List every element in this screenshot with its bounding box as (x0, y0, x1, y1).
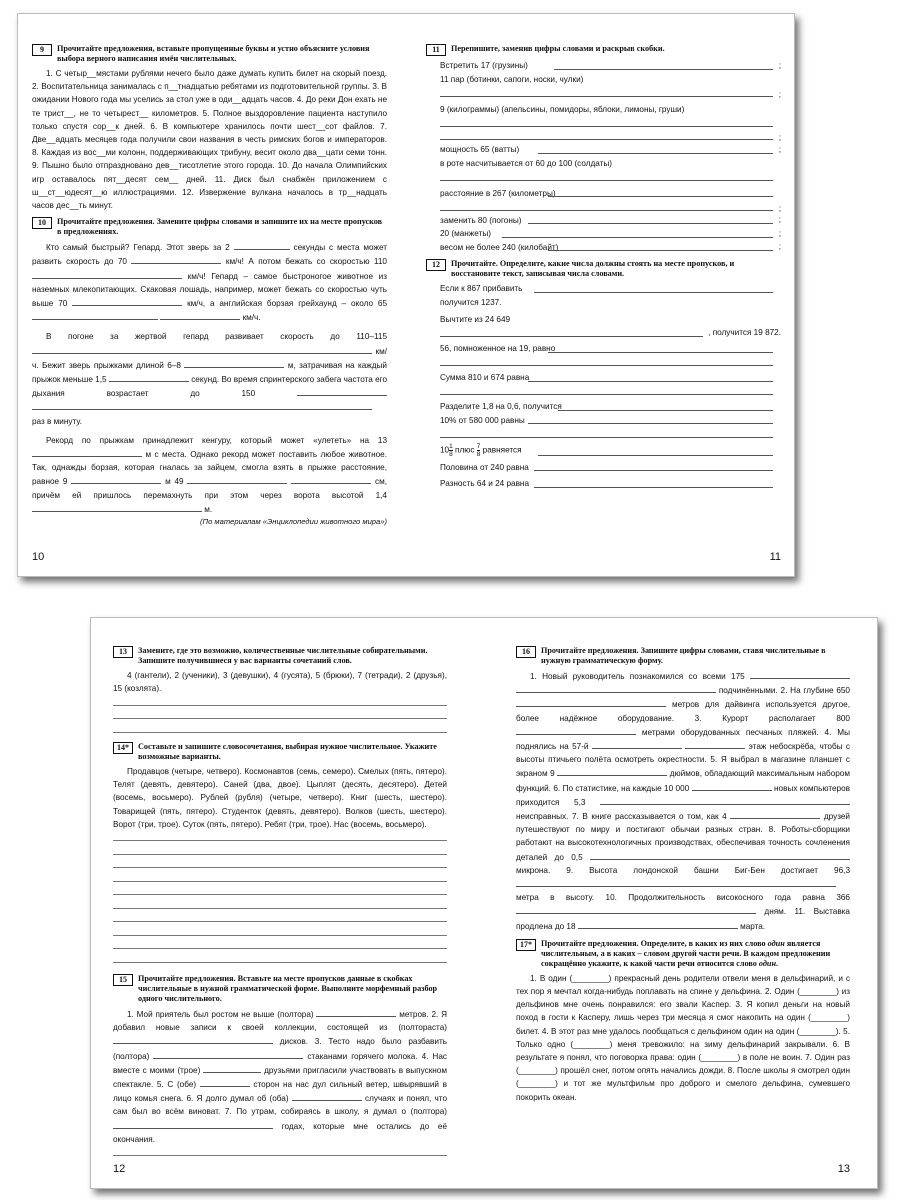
exercise-task: Прочитайте. Определите, какие числа должны стоять на месте пропусков, и восстановите текст, записывая числа словами. (451, 259, 735, 278)
exercise-task: Прочитайте предложения. Запишите цифры словами, ставя числительные в нужную грамматическую форму. (541, 646, 826, 665)
rewrite-line[interactable]: мощность 65 (ватты) ; (440, 144, 781, 154)
math-line: получится 1237. (440, 297, 502, 307)
answer-blank[interactable] (426, 170, 781, 184)
exercise-11 (426, 44, 781, 254)
exercise-task: Перепишите, заменив цифры словами и раскрыв скобки. (451, 44, 665, 53)
exercise-task: Прочитайте предложения. Замените цифры словами и запишите их на месте пропусков в предложениях. (57, 217, 383, 237)
exercise-number: 9 (32, 44, 52, 56)
answer-blank[interactable] (426, 427, 781, 441)
answer-blank[interactable] (516, 725, 636, 735)
answer-blank[interactable] (131, 254, 221, 264)
math-line[interactable]: Вычтите из 24 649 (440, 315, 511, 324)
exercise-number: 13 (113, 646, 133, 658)
answer-blank[interactable] (516, 697, 666, 707)
rewrite-line[interactable]: в роте насчитывается от 60 до 100 (солдаты) (440, 158, 613, 168)
exercise-13 (113, 646, 447, 736)
exercise-text: 1. С четыр__мястами рублями нечего было даже думать купить билет на скорый поезд. 2. Воспитательница занималась с п__тнадцатью ребятами из подготовительной группы. 3. В ожидании Нового года мы уселись за стол уже в оди__адцать часов. 4. До реки Дон ехать не те трист__, не то четырест__ километров. 5. Полное выздоровление пациента наступило только спустя сор__к дней. 6. В компьютере хранилось почти шест__сот файлов. 7. Две__адцать месяцев года получили свои названия в честь римских богов и императоров. 8. Каждая из вос__ми колонн, поддерживающих трибуну, весит около два__цати семи тонн. 9. Пышно было отпраздновано дев__тисотлетие этого города. 10. До начала Олимпийских игр оставалось пят__десят сем__ дней. 11. Диск был снабжён приложением с ш__ст__юдесят__ю иллюстрациями. 12. Извержение вулкана началось в тр__надцать часов дес__ть минут. (32, 69, 387, 211)
writing-line[interactable] (113, 722, 447, 736)
rewrite-line[interactable]: 20 (манжеты) ; (440, 228, 781, 238)
answer-blank[interactable] (578, 919, 738, 929)
exercise-number: 14* (113, 742, 133, 754)
exercise-task: Прочитайте предложения, вставьте пропущенные буквы и устно объясните условия выбора верного написания имён числительных. (57, 44, 370, 63)
fraction: $\frac{1}{8}$ (449, 442, 453, 458)
answer-blank[interactable] (71, 474, 161, 484)
exercise-number: 15 (113, 974, 133, 986)
writing-line[interactable] (113, 898, 447, 912)
writing-line[interactable] (113, 939, 447, 953)
exercise-number: 16 (516, 646, 536, 658)
answer-blank[interactable] (32, 269, 182, 279)
answer-blank[interactable] (692, 781, 772, 791)
exercise-number: 11 (426, 44, 446, 56)
rewrite-line[interactable]: заменить 80 (погоны) ; (440, 215, 781, 225)
answer-blank[interactable] (730, 809, 820, 819)
answer-blank[interactable] (291, 474, 371, 484)
answer-blank[interactable] (32, 502, 202, 512)
answer-blank[interactable] (109, 372, 189, 382)
exercise-text: 1. Новый руководитель познакомился со всеми 175 подчинёнными. 2. На глубине 650 метров для дайвинга используется другое, более надёжное оборудование. 3. Курорт располагает 800 метрами оборудованных песчаных пляжей. 4. Мы поднялись на 57-й этаж небоскрёба, чтобы с высоты птичьего полёта осмотреть окрестности. 5. Я выбрал в магазине планшет с экраном 9 дюймов, обладающий максимальным набором функций. 6. По статистике, на каждые 10 000 новых компьютеров приходится 5,3 неисправных. 7. В книге рассказывается о том, как 4 друзей путешествуют по миру и постигают обычаи разных стран. 8. Роботы-сборщики работают на высокотехнологичных производствах, обеспечивая точность сочленения деталей до 0,5 микрона. 9. Высота лондонской башни Биг-Бен достигает 96,3 метра в высоту. 10. Продолжительность високосного года равна 366 дням. 11. Выставка продлена до 18 марта. (516, 669, 850, 933)
answer-blank[interactable] (590, 850, 850, 860)
exercise-text: 1. В один (________) прекрасный день родители отвели меня в дельфинарий, и с тех пор я мечтал когда-нибудь поплавать на спине у дельфина. 2. Один (________) из дельфинов мне очень понравился: его звали Каспер. 3. Я копил деньги на новый поход в гости к Касперу, лишь через три месяца я смог накопить на один (________) билет. 4. В этот раз мне удалось пообщаться с дельфином один на один (________). 5. Только одно (________) меня тревожило: на зиму дельфинарий закрывали. 6. В результате я понял, что поговорка права: один (________) в поле не воин. 7. Один раз (________) прошёл снег, потом опять начались дожди. 8. После школы я смотрел один (________) и тот же мультфильм про доброго и смелого дельфина, сумевшего покорить океан. (516, 973, 850, 1102)
exercise-number: 17* (516, 939, 536, 951)
exercise-15 (113, 974, 447, 1160)
writing-line[interactable] (113, 925, 447, 939)
answer-blank[interactable] (426, 385, 781, 399)
exercise-number: 12 (426, 259, 446, 271)
writing-line[interactable] (113, 858, 447, 872)
writing-line[interactable] (113, 885, 447, 899)
answer-blank[interactable] (297, 386, 387, 396)
answer-blank[interactable] (32, 447, 142, 457)
page-number: 12 (113, 1163, 126, 1175)
exercise-task: Составьте и запишите словосочетания, выбирая нужное числительное. Укажите возможные варианты. (138, 741, 437, 761)
writing-line[interactable] (113, 709, 447, 723)
rewrite-line[interactable]: весом не более 240 (килобайт) ; (440, 242, 781, 252)
writing-line[interactable] (113, 1146, 447, 1160)
page-number: 11 (769, 551, 781, 563)
exercise-9 (32, 44, 387, 212)
exercise-16 (516, 646, 850, 933)
math-line[interactable]: Разность 64 и 24 равна (426, 477, 781, 491)
book-spread-pages-12-13 (90, 617, 878, 1189)
exercise-task: Замените, где это возможно, количественные числительные собирательными. Запишите получившиеся у вас варианты сочетаний слов. (138, 646, 428, 665)
page-12 (113, 646, 447, 1188)
writing-line[interactable] (113, 695, 447, 709)
answer-blank[interactable] (600, 795, 850, 805)
exercise-text: Продавцов (четыре, четверо). Космонавтов (семь, семеро). Смелых (пять, пятеро). Телят (девять, девятеро). Саней (два, двое). Цыплят (десять, десятеро). Детей (восемь, восьмеро). Рублей (рубля) (четыре, четверо). Книг (шесть, шестеро). Товарищей (пять, пятеро). Студенток (девять, девятеро). Волков (шесть, шестеро). Ворот (три, трое). Суток (пять, пятеро). Ребят (три, трое). Нас (восемь, восьмеро). (113, 766, 447, 829)
writing-line[interactable] (113, 952, 447, 966)
fraction: $\frac{7}{8}$ (476, 442, 481, 458)
page-13 (516, 646, 850, 1188)
page-number: 10 (32, 551, 45, 563)
page-number: 13 (837, 1163, 850, 1175)
answer-blank[interactable] (200, 1077, 250, 1087)
math-line[interactable]: Разделите 1,8 на 0,6, получится (426, 400, 781, 414)
answer-blank[interactable] (516, 904, 756, 914)
exercise-text: 1. Мой приятель был ростом не выше (полтора) метров. 2. Я добавил новые записи к своей коллекции, состоящей из (полтораста) дисков. 3. Тесто надо было разбавить (полтора) стаканами горячего молока. 4. Нас вместе с моими (трое) друзьями пригласили участвовать в выпускном спектакле. 5. С (обе) сторон на нас дул сильный ветер, швырявший в лицо комья снега. 6. Я долго думал об (оба) случаях и понял, что сам был во всём виноват. 7. По утрам, собираясь в школу, я думал о (полтора) годах, которые мне остались до её окончания. (113, 1007, 447, 1146)
exercise-task: Прочитайте предложения. Определите, в каких из них слово один является числительным, а в каких – словом другой части речи. В каждом предложении сокращённо укажите, к какой части речи относится слово один. (541, 938, 831, 968)
math-line[interactable]: 56, помноженное на 19, равно (426, 342, 781, 356)
exercise-10 (32, 217, 387, 526)
answer-blank[interactable] (592, 739, 682, 749)
book-spread-pages-10-11 (17, 13, 795, 577)
answer-blank[interactable] (32, 344, 372, 354)
answer-blank[interactable] (426, 200, 781, 214)
answer-blank[interactable] (557, 766, 667, 776)
answer-blank[interactable] (426, 116, 781, 130)
exercise-number: 10 (32, 217, 52, 229)
answer-blank[interactable] (316, 1007, 396, 1017)
answer-blank[interactable] (234, 240, 290, 250)
answer-blank[interactable] (426, 356, 781, 370)
math-line[interactable]: Сумма 810 и 674 равна (426, 371, 781, 385)
source-citation: (По материалам «Энциклопедии животного мира») (200, 517, 387, 527)
exercise-task: Прочитайте предложения. Вставьте на месте пропусков данные в скобках числительные в нужной грамматической форме. Выполните морфемный разбор одного числительного. (138, 973, 438, 1003)
answer-blank[interactable] (292, 1091, 362, 1101)
exercise-text: 4 (гантели), 2 (ученики), 3 (девушки), 4 (гусята), 5 (брюки), 7 (тетради), 2 (друзья), 15 (козлята). (113, 671, 447, 694)
answer-blank[interactable] (426, 130, 781, 144)
answer-blank[interactable] (72, 296, 182, 306)
rewrite-line[interactable]: 9 (килограммы) (апельсины, помидоры, яблоки, лимоны, груши) (440, 104, 685, 114)
writing-line[interactable] (113, 844, 447, 858)
answer-blank[interactable] (203, 1063, 261, 1073)
answer-blank[interactable] (113, 1119, 273, 1129)
answer-blank[interactable] (113, 1034, 273, 1044)
exercise-paragraph: Рекорд по прыжкам принадлежит кенгуру, который может «улететь» на 13 м с места. Однако рекорд может поставить любое животное. Так, однажды борзая, которая гналась за зайцем, смогла взять в прыжке расстояние, равное 9 м 49 см, причём ей пришлось перемахнуть при этом через ворота высотой 1,4 м. (32, 435, 388, 514)
rewrite-line[interactable]: Встретить 17 (грузины) ; (440, 60, 781, 70)
answer-blank[interactable] (32, 310, 158, 320)
page-10 (32, 44, 387, 576)
answer-blank[interactable] (516, 877, 836, 887)
answer-blank[interactable] (750, 669, 850, 679)
exercise-paragraph: Кто самый быстрый? Гепард. Этот зверь за 2 секунды с места может развить скорость до 70 км/ч! А потом бежать со скоростью 110 км/ч! Гепард – самое быстроногое животное из наземных млекопитающих. Скаковая лошадь, например, может бежать со скоростью чуть выше 70 км/ч, а английская борзая грейхаунд – около 65 км/ч. (32, 240, 387, 324)
exercise-17 (516, 939, 850, 1104)
math-line[interactable]: Половина от 240 равна (426, 461, 781, 475)
writing-line[interactable] (113, 831, 447, 845)
math-line[interactable]: 10% от 580 000 равны (426, 414, 781, 428)
answer-blank[interactable] (153, 1049, 303, 1059)
answer-blank[interactable] (685, 739, 745, 749)
exercise-paragraph: В погоне за жертвой гепард развивает скорость до 110–115 км/ч. Бежит зверь прыжками длиной 6–8 м, затрачивая на каждый прыжок меньше 1,5 секунд. Во время спринтерского забега частота его дыхания возрастает до 150 раз в минуту. (32, 332, 388, 426)
exercise-12 (426, 259, 781, 491)
answer-blank[interactable] (32, 400, 372, 410)
math-line[interactable]: 10 $\frac{1}{8}$ плюс $\frac{7}{8}$ равняется (426, 443, 781, 461)
writing-line[interactable] (113, 912, 447, 926)
answer-blank[interactable] (187, 474, 287, 484)
writing-line[interactable] (113, 871, 447, 885)
math-line[interactable]: Если к 867 прибавить (426, 282, 781, 296)
math-line[interactable]: , получится 19 872. (426, 327, 781, 341)
answer-blank[interactable] (160, 310, 240, 320)
answer-blank[interactable] (426, 86, 781, 100)
answer-blank[interactable] (184, 358, 284, 368)
page-11 (426, 44, 781, 576)
answer-blank[interactable] (516, 683, 716, 693)
rewrite-line[interactable]: расстояние в 267 (километры) (426, 187, 781, 201)
rewrite-line[interactable]: 11 пар (ботинки, сапоги, носки, чулки) (440, 74, 584, 84)
exercise-14 (113, 742, 447, 966)
